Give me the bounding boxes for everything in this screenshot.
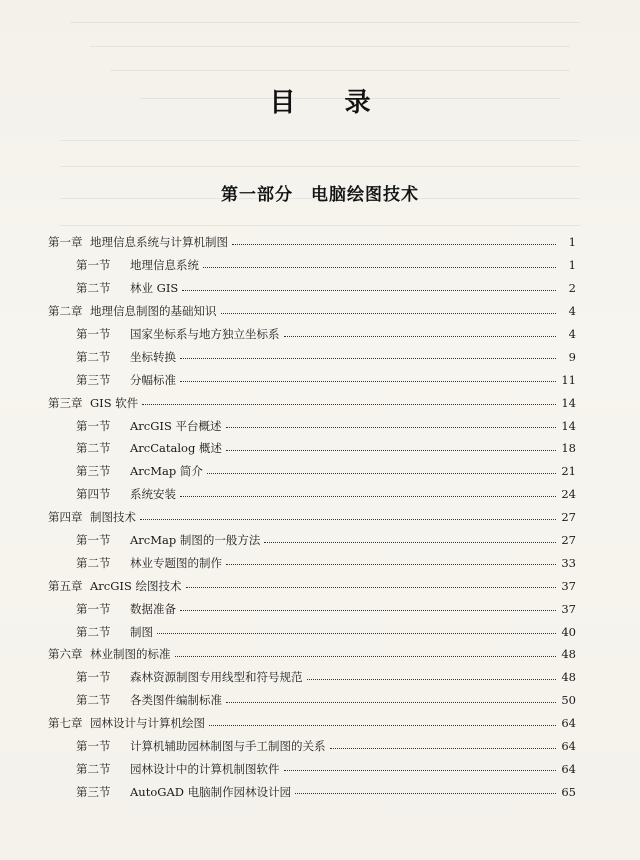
section-number: 第一节 — [76, 601, 111, 616]
section-number: 第三节 — [76, 464, 111, 479]
toc-entry-label — [76, 349, 176, 365]
page-number: 33 — [561, 555, 576, 570]
dot-leader — [180, 610, 556, 611]
toc-entry-label — [76, 280, 178, 296]
section-title: 地理信息系统 — [130, 258, 199, 273]
page-number: 27 — [561, 510, 576, 525]
section-number: 第二节 — [76, 349, 111, 364]
dot-leader — [330, 748, 557, 749]
dot-leader — [284, 336, 557, 337]
page-number: 40 — [561, 624, 576, 639]
toc-entry-label — [76, 761, 280, 777]
section-title: 各类图件编制标准 — [130, 693, 222, 708]
dot-leader — [140, 519, 556, 520]
toc-section-entry[interactable] — [48, 368, 576, 391]
section-number: 第一节 — [76, 739, 111, 754]
dot-leader — [175, 656, 557, 657]
toc-section-entry[interactable] — [48, 551, 576, 574]
toc-entry-label — [76, 257, 199, 273]
bleed-through-line — [90, 46, 570, 47]
section-number: 第二节 — [76, 761, 111, 776]
toc-entry-label — [76, 624, 153, 640]
part-name: 电脑绘图技术 — [311, 185, 419, 205]
dot-leader — [142, 404, 556, 405]
bleed-through-line — [60, 166, 580, 167]
toc-entry-label — [76, 601, 176, 617]
section-number: 第一节 — [76, 533, 111, 548]
chapter-number: 第四章 — [48, 510, 83, 525]
section-number: 第二节 — [76, 555, 111, 570]
toc-entry-label — [76, 692, 222, 708]
toc-entry-label — [48, 395, 138, 411]
page-number: 48 — [561, 670, 576, 685]
toc-entry-label — [48, 715, 205, 731]
toc-entry-label — [48, 578, 182, 594]
bleed-through-line — [70, 22, 580, 23]
dot-leader — [203, 267, 556, 268]
section-title: 制图 — [130, 624, 153, 639]
dot-leader — [180, 358, 556, 359]
dot-leader — [209, 725, 556, 726]
toc-section-entry[interactable] — [48, 666, 576, 689]
page-number: 48 — [561, 647, 576, 662]
toc-chapter-entry[interactable] — [48, 231, 576, 254]
section-title: ArcCatalog 概述 — [130, 441, 222, 456]
section-title: 林业专题图的制作 — [130, 555, 222, 570]
section-number: 第二节 — [76, 281, 111, 296]
page-number: 1 — [568, 258, 576, 273]
toc-section-entry[interactable] — [48, 483, 576, 506]
section-title: 数据准备 — [130, 601, 176, 616]
section-title: 系统安装 — [130, 487, 176, 502]
toc-entry-label — [76, 532, 260, 548]
dot-leader — [226, 427, 556, 428]
toc-entry-label — [48, 234, 228, 250]
page-number: 37 — [561, 601, 576, 616]
part-heading — [0, 180, 640, 205]
bleed-through-line — [60, 225, 580, 226]
page-number: 21 — [561, 464, 576, 479]
section-number: 第二节 — [76, 441, 111, 456]
dot-leader — [307, 679, 557, 680]
section-title: 森林资源制图专用线型和符号规范 — [130, 670, 303, 685]
chapter-title: 园林设计与计算机绘图 — [90, 716, 205, 731]
chapter-number: 第五章 — [48, 578, 83, 593]
page-number: 64 — [561, 739, 576, 754]
page-number: 14 — [561, 418, 576, 433]
section-number: 第四节 — [76, 487, 111, 502]
page-number: 11 — [561, 372, 576, 387]
section-number: 第三节 — [76, 784, 111, 799]
section-title: 国家坐标系与地方独立坐标系 — [130, 327, 280, 341]
toc-entry-label — [76, 372, 176, 388]
section-title: ArcGIS 平台概述 — [130, 418, 222, 433]
section-title: 分幅标准 — [130, 372, 176, 387]
toc-chapter-entry[interactable] — [48, 643, 576, 666]
toc-section-entry[interactable] — [48, 780, 576, 803]
dot-leader — [284, 770, 557, 771]
toc-section-entry[interactable] — [48, 277, 576, 300]
toc-section-entry[interactable] — [48, 437, 576, 460]
toc-entry-label — [76, 440, 222, 456]
toc-entry-label — [76, 486, 176, 502]
toc-section-entry[interactable] — [48, 345, 576, 368]
toc-section-entry[interactable] — [48, 254, 576, 277]
chapter-number: 第三章 — [48, 395, 83, 410]
section-number: 第一节 — [76, 327, 111, 341]
toc-chapter-entry[interactable] — [48, 391, 576, 414]
toc-section-entry[interactable] — [48, 529, 576, 552]
chapter-title: GIS 软件 — [90, 395, 139, 410]
dot-leader — [232, 244, 556, 245]
section-title: ArcMap 制图的一般方法 — [130, 533, 261, 548]
section-title: 计算机辅助园林制图与手工制图的关系 — [130, 739, 326, 754]
chapter-number: 第七章 — [48, 716, 83, 731]
section-title: ArcMap 简介 — [130, 464, 203, 479]
toc-chapter-entry[interactable] — [48, 574, 576, 597]
toc-entry-label — [76, 463, 203, 479]
dot-leader — [264, 542, 556, 543]
page-number: 1 — [568, 235, 576, 250]
toc-section-entry[interactable] — [48, 414, 576, 437]
part-number: 第一部分 — [221, 185, 293, 205]
section-title: AutoGAD 电脑制作园林设计园 — [130, 784, 292, 799]
chapter-title: 地理信息制图的基础知识 — [90, 304, 217, 319]
dot-leader — [180, 496, 556, 497]
section-number: 第二节 — [76, 624, 111, 639]
dot-leader — [226, 450, 556, 451]
page-number: 2 — [568, 281, 576, 296]
table-of-contents — [48, 231, 576, 803]
toc-section-entry[interactable] — [48, 323, 576, 346]
dot-leader — [207, 473, 556, 474]
chapter-title: 林业制图的标准 — [90, 647, 171, 662]
bleed-through-line — [60, 140, 580, 141]
toc-entry-label — [76, 738, 326, 754]
page-number: 64 — [561, 761, 576, 776]
toc-entry-label — [76, 669, 303, 685]
page-number: 64 — [561, 716, 576, 731]
dot-leader — [180, 381, 556, 382]
toc-section-entry[interactable] — [48, 597, 576, 620]
toc-chapter-entry[interactable] — [48, 712, 576, 735]
toc-entry-label — [76, 555, 222, 571]
toc-section-entry[interactable] — [48, 735, 576, 758]
toc-entry-label — [48, 646, 171, 662]
page-number: 65 — [561, 784, 576, 799]
section-number: 第一节 — [76, 418, 111, 433]
page-number: 18 — [561, 441, 576, 456]
dot-leader — [226, 564, 556, 565]
page-number: 27 — [561, 533, 576, 548]
page-number: 37 — [561, 578, 576, 593]
toc-entry-label — [48, 303, 217, 319]
chapter-title: ArcGIS 绘图技术 — [90, 578, 182, 593]
section-number: 第一节 — [76, 670, 111, 685]
page-number: 4 — [568, 304, 576, 319]
toc-section-entry[interactable] — [48, 757, 576, 780]
toc-section-entry[interactable] — [48, 460, 576, 483]
section-number: 第三节 — [76, 372, 111, 387]
chapter-title: 制图技术 — [90, 510, 136, 525]
section-number: 第二节 — [76, 693, 111, 708]
toc-chapter-entry[interactable] — [48, 506, 576, 529]
dot-leader — [186, 587, 556, 588]
chapter-title: 地理信息系统与计算机制图 — [90, 235, 228, 250]
chapter-number: 第六章 — [48, 647, 83, 662]
page-number: 4 — [568, 327, 576, 341]
page-number: 9 — [568, 349, 576, 364]
toc-section-entry[interactable] — [48, 689, 576, 712]
dot-leader — [221, 313, 557, 314]
toc-section-entry[interactable] — [48, 620, 576, 643]
bleed-through-line — [110, 70, 570, 71]
section-title: 坐标转换 — [130, 349, 176, 364]
section-number: 第一节 — [76, 258, 111, 273]
chapter-number: 第二章 — [48, 304, 83, 319]
page-number: 50 — [561, 693, 576, 708]
dot-leader — [182, 290, 556, 291]
toc-chapter-entry[interactable] — [48, 300, 576, 323]
dot-leader — [295, 793, 556, 794]
page-title: 目 录 — [269, 88, 391, 118]
chapter-number: 第一章 — [48, 235, 83, 250]
page-number: 24 — [561, 487, 576, 502]
toc-entry-label — [76, 326, 280, 342]
section-title: 林业 GIS — [130, 281, 179, 296]
page-number: 14 — [561, 395, 576, 410]
toc-entry-label — [76, 418, 222, 434]
toc-entry-label — [48, 509, 136, 525]
section-title: 园林设计中的计算机制图软件 — [130, 761, 280, 776]
toc-entry-label — [76, 784, 291, 800]
dot-leader — [157, 633, 556, 634]
dot-leader — [226, 702, 556, 703]
